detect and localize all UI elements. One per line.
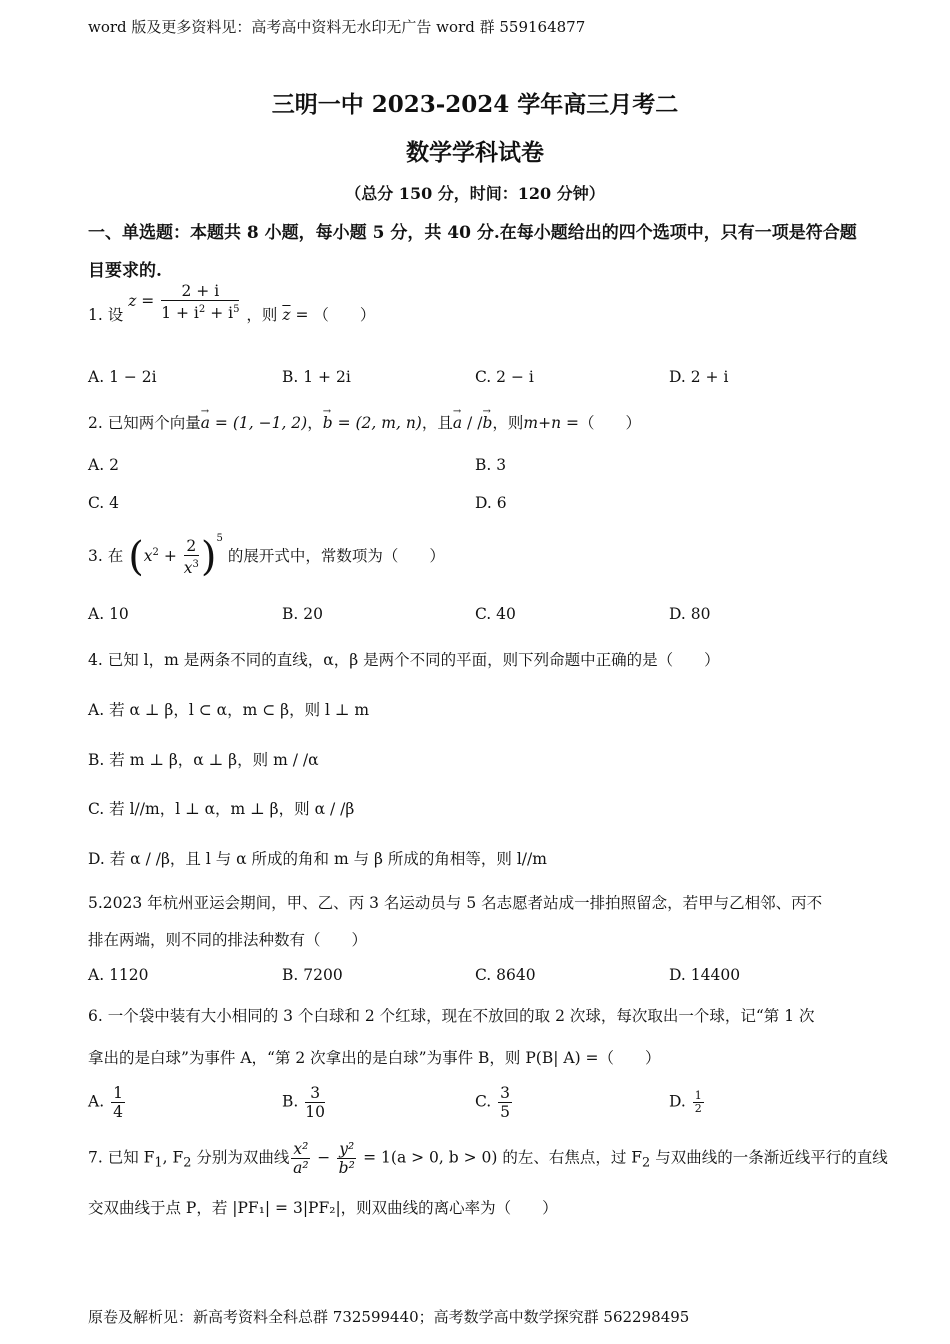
question-number: 4. bbox=[88, 651, 103, 669]
option-6b: B. $\frac{3}{10}$ bbox=[282, 1084, 325, 1121]
question-5: 5.2023 年杭州亚运会期间，甲、乙、丙 3 名运动员与 5 名志愿者站成一排拍照留念，若甲与乙相邻、丙不 bbox=[88, 894, 823, 912]
option-6c: C. $\frac{3}{5}$ bbox=[475, 1084, 511, 1121]
option-4d: D. 若 α / /β，且 l 与 α 所成的角和 m 与 β 所成的角相等，则 l//m bbox=[88, 850, 547, 868]
question-number: 1. bbox=[88, 306, 103, 325]
question-4: 4. 已知 l，m 是两条不同的直线，α，β 是两个不同的平面，则下列命题中正确的是（ ） bbox=[88, 651, 720, 669]
fraction: $\frac{1}{4}$ bbox=[113, 1084, 123, 1121]
option-5d: D. 14400 bbox=[669, 966, 741, 984]
option-1a: A. 1 − 2i bbox=[88, 368, 157, 386]
option-2c: C. 4 bbox=[88, 494, 120, 512]
option-2a: A. 2 bbox=[88, 456, 119, 474]
option-6a: A. $\frac{1}{4}$ bbox=[88, 1084, 123, 1121]
question-1: 1. 设 z = $\frac{2 + i}{1 + i^2 + i^5}$ ，则 $\overline{z}$ = （ ） bbox=[88, 282, 376, 325]
fraction: $\frac{2 + i}{1 + i^2 + i^5}$ bbox=[161, 282, 240, 323]
section-heading: 一、单选题：本题共 8 小题，每小题 5 分，共 40 分.在每小题给出的四个选项中，只有一项是符合题目要求的. bbox=[88, 223, 857, 281]
option-5b: B. 7200 bbox=[282, 966, 343, 984]
option-1d: D. 2 + i bbox=[669, 368, 729, 386]
exam-info: （总分 150 分，时间：120 分钟） bbox=[345, 184, 605, 203]
question-7-line2: 交双曲线于点 P，若 |PF₁| = 3|PF₂|，则双曲线的离心率为（ ） bbox=[88, 1199, 558, 1217]
option-3d: D. 80 bbox=[669, 605, 711, 623]
fraction: $\frac{\text{y²}}{\text{b²}}$ bbox=[338, 1140, 355, 1177]
option-3c: C. 40 bbox=[475, 605, 516, 623]
question-number: 2. bbox=[88, 414, 103, 432]
option-4b: B. 若 m ⊥ β，α ⊥ β，则 m / /α bbox=[88, 751, 319, 769]
question-6-line2: 拿出的是白球”为事件 A，“第 2 次拿出的是白球”为事件 B，则 P(B| A) =（ ） bbox=[88, 1049, 661, 1067]
option-1b: B. 1 + 2i bbox=[282, 368, 351, 386]
exam-title: 三明一中 2023-2024 学年高三月考二 bbox=[271, 91, 679, 118]
question-number: 5. bbox=[88, 894, 103, 912]
option-4c: C. 若 l//m，l ⊥ α，m ⊥ β，则 α / /β bbox=[88, 800, 355, 818]
option-5c: C. 8640 bbox=[475, 966, 536, 984]
fraction: $\frac{3}{10}$ bbox=[305, 1084, 325, 1121]
option-6d: D. $\frac{1}{2}$ bbox=[669, 1089, 702, 1115]
question-2: 2. 已知两个向量 → a = (1, −1, 2)， → b = (2, m, n)，且 → a / / → b，则m+n =（ ） bbox=[88, 406, 641, 432]
option-5a: A. 1120 bbox=[88, 966, 149, 984]
exam-subject: 数学学科试卷 bbox=[406, 139, 544, 166]
fraction: $\frac{3}{5}$ bbox=[500, 1084, 511, 1121]
question-3: 3. 在 ($x^2$ + $\frac{2}{x^3}$ )$^5$ 的展开式中，常数项为（ ） bbox=[88, 532, 445, 580]
option-1c: C. 2 − i bbox=[475, 368, 534, 386]
option-3b: B. 20 bbox=[282, 605, 323, 623]
question-number: 7. bbox=[88, 1148, 103, 1167]
fraction: $\frac{2}{x^3}$ bbox=[183, 536, 199, 578]
question-number: 6. bbox=[88, 1007, 103, 1025]
question-6: 6. 一个袋中装有大小相同的 3 个白球和 2 个红球，现在不放回的取 2 次球，每次取出一个球，记“第 1 次 bbox=[88, 1007, 815, 1025]
header-note: word 版及更多资料见：高考高中资料无水印无广告 word 群 559164877 bbox=[88, 18, 586, 36]
option-2d: D. 6 bbox=[475, 494, 507, 512]
fraction: $\frac{1}{2}$ bbox=[694, 1089, 702, 1115]
fraction: $\frac{\text{x²}}{\text{a²}}$ bbox=[293, 1140, 309, 1177]
option-2b: B. 3 bbox=[475, 456, 507, 474]
question-number: 3. bbox=[88, 547, 103, 565]
option-4a: A. 若 α ⊥ β，l ⊂ α，m ⊂ β，则 l ⊥ m bbox=[88, 701, 370, 719]
footer-note: 原卷及解析见：新高考资料全科总群 732599440；高考数学高中数学探究群 562298495 bbox=[88, 1308, 690, 1326]
question-5-line2: 排在两端，则不同的排法种数有（ ） bbox=[88, 931, 368, 949]
option-3a: A. 10 bbox=[88, 605, 129, 623]
question-7: 7. 已知 $F_1$, $F_2$ 分别为双曲线 $\frac{\text{x²}}{\text{a²}}$ − $\frac{\text{y²}}{\text{b²}}$ = 1(a > 0, b > 0) 的左、右焦点，过 $F_2$ 与双曲线的一条渐近线平行的直线 bbox=[88, 1140, 888, 1177]
